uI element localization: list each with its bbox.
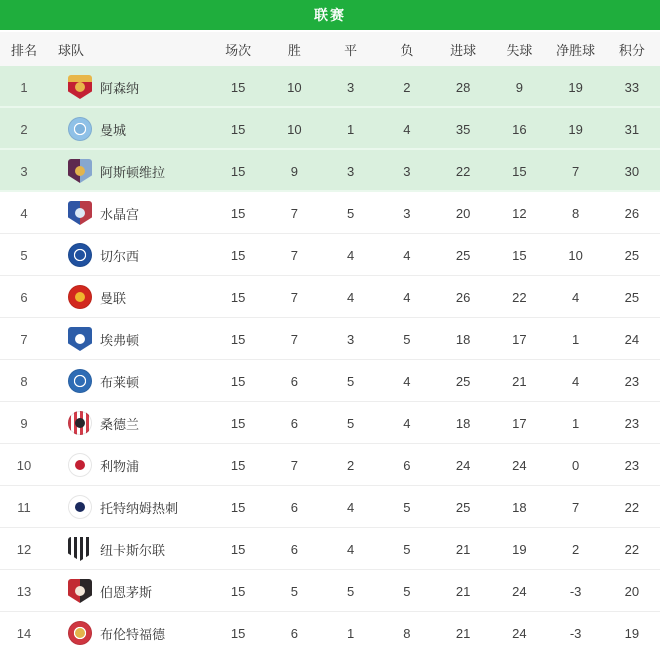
losses-cell: 4 — [403, 373, 411, 389]
wins-cell: 7 — [290, 331, 298, 347]
goals-against-cell: 24 — [512, 625, 527, 641]
team-name: 桑德兰 — [100, 416, 140, 432]
team-logo-core — [75, 166, 85, 176]
losses-cell: 5 — [403, 499, 411, 515]
goals-for-cell: 24 — [455, 457, 471, 473]
played-cell: 15 — [230, 247, 246, 263]
draws-cell: 5 — [347, 415, 355, 431]
team-logo-icon — [68, 411, 92, 435]
points-cell: 20 — [624, 583, 640, 599]
draws-cell: 2 — [347, 457, 355, 473]
rank-cell: 8 — [20, 373, 28, 389]
team-logo-core — [75, 502, 85, 512]
team-logo-icon — [68, 621, 92, 645]
team-cell — [48, 243, 210, 267]
rank-cell: 10 — [16, 457, 32, 473]
wins-cell: 6 — [290, 541, 298, 557]
played-cell: 15 — [230, 79, 246, 95]
goal-diff-cell: 0 — [572, 457, 580, 473]
played-cell: 15 — [230, 625, 246, 641]
rank-cell: 14 — [16, 625, 32, 641]
team-cell — [48, 495, 210, 519]
wins-cell: 7 — [290, 457, 298, 473]
col-played: 场次 — [225, 42, 252, 58]
goals-for-cell: 18 — [455, 415, 471, 431]
goals-against-cell: 12 — [512, 205, 527, 221]
col-goals-for: 进球 — [450, 42, 477, 58]
goals-for-cell: 21 — [455, 625, 471, 641]
draws-cell: 4 — [347, 247, 355, 263]
col-points: 积分 — [618, 42, 645, 58]
played-cell: 15 — [230, 415, 246, 431]
goals-for-cell: 35 — [455, 121, 471, 137]
goals-for-cell: 21 — [455, 583, 471, 599]
wins-cell: 10 — [287, 121, 302, 137]
goals-against-cell: 15 — [512, 247, 527, 263]
points-cell: 25 — [624, 289, 640, 305]
points-cell: 24 — [624, 331, 640, 347]
losses-cell: 5 — [403, 583, 411, 599]
points-cell: 23 — [624, 457, 640, 473]
played-cell: 15 — [230, 499, 246, 515]
played-cell: 15 — [230, 583, 246, 599]
rank-cell: 9 — [20, 415, 28, 431]
draws-cell: 3 — [347, 331, 355, 347]
goals-for-cell: 28 — [455, 79, 471, 95]
table-row[interactable] — [0, 108, 660, 150]
table-row[interactable] — [0, 318, 660, 360]
points-cell: 23 — [624, 415, 640, 431]
goals-for-cell: 25 — [455, 247, 471, 263]
team-cell — [48, 327, 210, 351]
goals-against-cell: 21 — [512, 373, 527, 389]
table-row[interactable] — [0, 528, 660, 570]
team-name: 伯恩茅斯 — [100, 584, 153, 600]
team-logo-core — [75, 586, 85, 596]
rank-cell: 12 — [16, 541, 32, 557]
team-logo-core — [75, 250, 85, 260]
played-cell: 15 — [230, 289, 246, 305]
team-cell — [48, 285, 210, 309]
team-logo-core — [75, 460, 85, 470]
team-logo-icon — [68, 453, 92, 477]
draws-cell: 1 — [347, 121, 355, 137]
goals-against-cell: 17 — [512, 331, 527, 347]
team-cell — [48, 453, 210, 477]
wins-cell: 5 — [290, 583, 298, 599]
team-logo-icon — [68, 537, 92, 561]
goal-diff-cell: 4 — [572, 289, 580, 305]
points-cell: 22 — [624, 541, 640, 557]
table-row[interactable] — [0, 276, 660, 318]
draws-cell: 3 — [347, 79, 355, 95]
team-name: 利物浦 — [100, 458, 140, 474]
losses-cell: 4 — [403, 289, 411, 305]
team-logo-core — [75, 418, 85, 428]
table-row[interactable] — [0, 192, 660, 234]
team-name: 托特纳姆热刺 — [100, 500, 179, 516]
standings-body — [0, 66, 660, 653]
draws-cell: 1 — [347, 625, 355, 641]
table-row[interactable] — [0, 612, 660, 653]
table-row[interactable] — [0, 150, 660, 192]
goals-against-cell: 17 — [512, 415, 527, 431]
losses-cell: 5 — [403, 541, 411, 557]
team-logo-icon — [68, 369, 92, 393]
team-name: 布伦特福德 — [100, 626, 166, 642]
col-goal-diff: 净胜球 — [556, 42, 596, 58]
rank-cell: 4 — [20, 205, 28, 221]
team-name: 埃弗顿 — [100, 332, 140, 348]
team-name: 阿斯顿维拉 — [100, 164, 166, 180]
team-logo-core — [75, 292, 85, 302]
draws-cell: 4 — [347, 541, 355, 557]
goals-for-cell: 25 — [455, 373, 471, 389]
losses-cell: 4 — [403, 247, 411, 263]
goal-diff-cell: 7 — [572, 163, 580, 179]
team-logo-icon — [68, 243, 92, 267]
points-cell: 19 — [624, 625, 640, 641]
team-logo-icon — [68, 159, 92, 183]
goals-against-cell: 24 — [512, 583, 527, 599]
team-cell — [48, 201, 210, 225]
wins-cell: 6 — [290, 625, 298, 641]
played-cell: 15 — [230, 457, 246, 473]
table-row[interactable] — [0, 402, 660, 444]
wins-cell: 7 — [290, 289, 298, 305]
goals-against-cell: 16 — [512, 121, 527, 137]
column-header-row — [0, 30, 660, 66]
goal-diff-cell: 4 — [572, 373, 580, 389]
team-cell — [48, 117, 210, 141]
wins-cell: 7 — [290, 205, 298, 221]
draws-cell: 3 — [347, 163, 355, 179]
points-cell: 25 — [624, 247, 640, 263]
goal-diff-cell: 7 — [572, 499, 580, 515]
table-row[interactable] — [0, 360, 660, 402]
team-cell — [48, 537, 210, 561]
losses-cell: 4 — [403, 415, 411, 431]
team-cell — [48, 369, 210, 393]
col-win: 胜 — [287, 42, 301, 58]
team-name: 布莱顿 — [100, 374, 140, 390]
team-logo-core — [75, 376, 85, 386]
goals-against-cell: 24 — [512, 457, 527, 473]
wins-cell: 10 — [287, 79, 302, 95]
team-logo-core — [75, 124, 85, 134]
wins-cell: 7 — [290, 247, 298, 263]
col-draw: 平 — [344, 42, 358, 58]
team-logo-core — [75, 208, 85, 218]
goals-for-cell: 21 — [455, 541, 471, 557]
wins-cell: 6 — [290, 415, 298, 431]
draws-cell: 4 — [347, 289, 355, 305]
losses-cell: 5 — [403, 331, 411, 347]
team-cell — [48, 411, 210, 435]
team-logo-icon — [68, 495, 92, 519]
team-name: 曼城 — [100, 122, 127, 138]
rank-cell: 11 — [17, 499, 31, 515]
goal-diff-cell: 19 — [568, 121, 583, 137]
played-cell: 15 — [230, 373, 246, 389]
points-cell: 30 — [624, 163, 640, 179]
table-row[interactable] — [0, 570, 660, 612]
goal-diff-cell: 10 — [568, 247, 583, 263]
team-logo-core — [75, 82, 85, 92]
col-team: 球队 — [58, 42, 85, 58]
played-cell: 15 — [230, 121, 246, 137]
points-cell: 33 — [624, 79, 640, 95]
table-row[interactable] — [0, 234, 660, 276]
table-row[interactable] — [0, 444, 660, 486]
team-name: 水晶宫 — [100, 206, 140, 222]
team-logo-icon — [68, 75, 92, 99]
rank-cell: 2 — [20, 121, 28, 137]
team-logo-icon — [68, 579, 92, 603]
wins-cell: 9 — [290, 163, 298, 179]
rank-cell: 7 — [20, 331, 28, 347]
points-cell: 26 — [624, 205, 640, 221]
page-title: 联赛 — [314, 7, 346, 23]
played-cell: 15 — [230, 163, 246, 179]
losses-cell: 6 — [403, 457, 411, 473]
played-cell: 15 — [230, 205, 246, 221]
losses-cell: 3 — [403, 205, 411, 221]
wins-cell: 6 — [290, 373, 298, 389]
points-cell: 22 — [624, 499, 640, 515]
team-cell — [48, 159, 210, 183]
goals-for-cell: 25 — [455, 499, 471, 515]
goal-diff-cell: 2 — [572, 541, 580, 557]
col-loss: 负 — [400, 42, 414, 58]
goal-diff-cell: 1 — [572, 331, 580, 347]
goals-against-cell: 22 — [512, 289, 527, 305]
goals-for-cell: 20 — [455, 205, 471, 221]
team-logo-icon — [68, 327, 92, 351]
draws-cell: 4 — [347, 499, 355, 515]
title-bar — [0, 0, 660, 30]
goal-diff-cell: -3 — [569, 583, 582, 599]
losses-cell: 8 — [403, 625, 411, 641]
goals-against-cell: 9 — [515, 79, 523, 95]
team-logo-icon — [68, 117, 92, 141]
team-cell — [48, 75, 210, 99]
team-cell — [48, 579, 210, 603]
goals-for-cell: 22 — [455, 163, 471, 179]
col-goals-against: 失球 — [506, 42, 533, 58]
losses-cell: 2 — [403, 79, 411, 95]
played-cell: 15 — [230, 541, 246, 557]
draws-cell: 5 — [347, 205, 355, 221]
table-row[interactable] — [0, 486, 660, 528]
col-rank: 排名 — [10, 42, 37, 58]
draws-cell: 5 — [347, 583, 355, 599]
wins-cell: 6 — [290, 499, 298, 515]
rank-cell: 5 — [20, 247, 28, 263]
goals-for-cell: 26 — [455, 289, 471, 305]
goal-diff-cell: -3 — [569, 625, 582, 641]
team-name: 曼联 — [100, 290, 127, 306]
team-name: 切尔西 — [100, 248, 140, 264]
team-name: 阿森纳 — [100, 80, 140, 96]
losses-cell: 3 — [403, 163, 411, 179]
goals-for-cell: 18 — [455, 331, 471, 347]
rank-cell: 13 — [16, 583, 32, 599]
table-row[interactable] — [0, 66, 660, 108]
goal-diff-cell: 19 — [568, 79, 583, 95]
goals-against-cell: 19 — [512, 541, 527, 557]
goals-against-cell: 15 — [512, 163, 527, 179]
team-logo-icon — [68, 201, 92, 225]
team-name: 纽卡斯尔联 — [100, 542, 166, 558]
rank-cell: 1 — [20, 79, 28, 95]
played-cell: 15 — [230, 331, 246, 347]
goal-diff-cell: 8 — [572, 205, 580, 221]
points-cell: 31 — [624, 121, 640, 137]
team-logo-core — [75, 628, 85, 638]
team-logo-core — [75, 334, 85, 344]
draws-cell: 5 — [347, 373, 355, 389]
rank-cell: 3 — [20, 163, 28, 179]
team-cell — [48, 621, 210, 645]
goal-diff-cell: 1 — [572, 415, 580, 431]
goals-against-cell: 18 — [512, 499, 527, 515]
team-logo-icon — [68, 285, 92, 309]
rank-cell: 6 — [20, 289, 28, 305]
losses-cell: 4 — [403, 121, 411, 137]
points-cell: 23 — [624, 373, 640, 389]
